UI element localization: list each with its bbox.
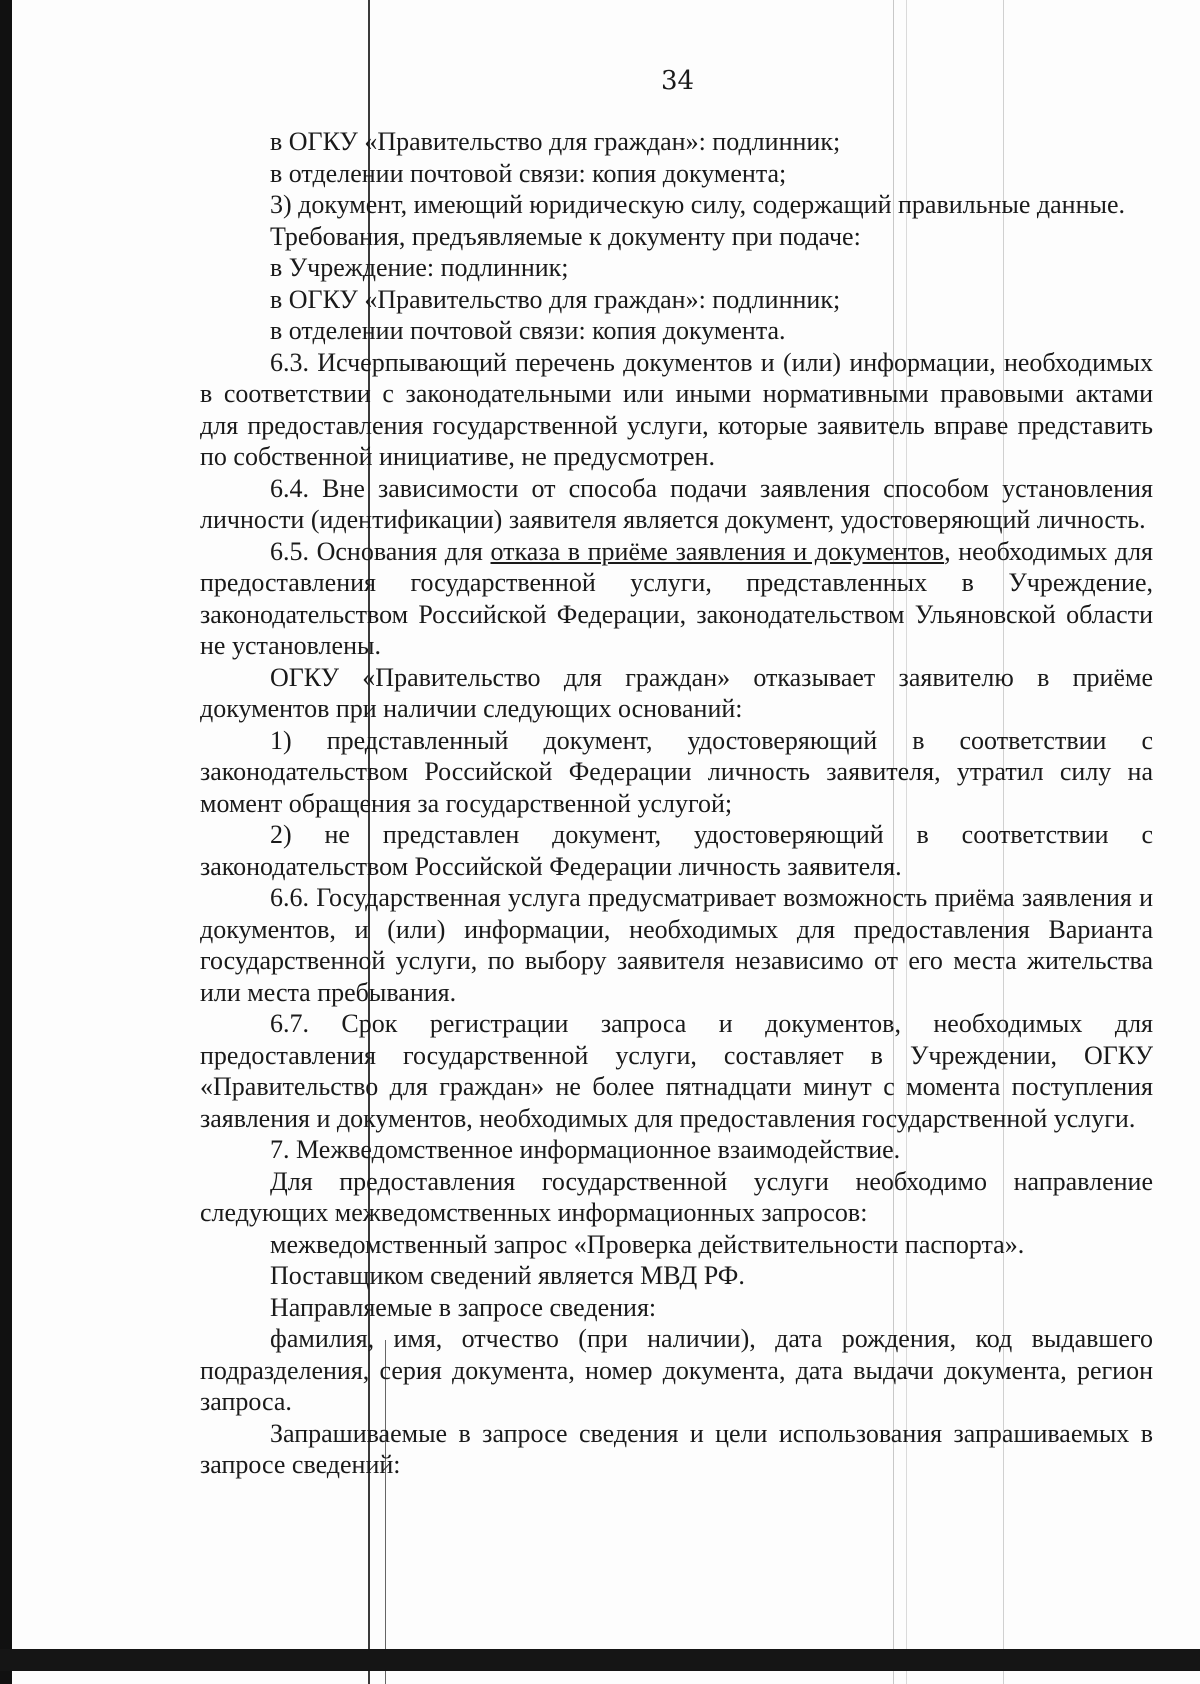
paragraph: в отделении почтовой связи: копия документа. xyxy=(270,316,786,345)
section-heading-7: 7. Межведомственное информационное взаимодействие. xyxy=(270,1135,901,1164)
paragraph: Запрашиваемые в запросе сведения и цели использования запрашиваемых в запросе сведений: xyxy=(200,1418,1153,1479)
paragraph: 3) документ, имеющий юридическую силу, содержащий правильные данные. xyxy=(270,190,1126,219)
scan-bottom-edge xyxy=(0,1649,1200,1671)
paragraph-6-6: 6.6. Государственная услуга предусматривает возможность приёма заявления и документов, и (или) информации, необходимых для предоставления Варианта государственной услуги, по выбору заявителя независимо от его места жительства или места пребывания. xyxy=(200,883,1153,1007)
list-item: 1) представленный документ, удостоверяющий в соответствии с законодательством Российской Федерации личность заявителя, утратил силу на момент обращения за государственной услугой; xyxy=(200,725,1153,818)
paragraph-6-5-rest: , необходимых для предоставления государственной услуги, представленных в Учреждение, законодательством Российской Федерации, законодательством Ульяновской области не установлены. xyxy=(200,536,1153,660)
paragraph: в ОГКУ «Правительство для граждан»: подлинник; xyxy=(270,127,841,156)
paragraph-6-5-lead: 6.5. Основания для xyxy=(270,536,491,566)
scan-left-edge xyxy=(0,0,12,1684)
paragraph: в ОГКУ «Правительство для граждан»: подлинник; xyxy=(270,284,841,314)
paragraph-6-3: 6.3. Исчерпывающий перечень документов и (или) информации, необходимых в соответствии с законодательными или иными нормативными правовыми актами для предоставления государственной услуги, которые заявитель вправе представить по собственной инициативе, не предусмотрен. xyxy=(200,347,1153,471)
paragraph: в Учреждение: подлинник; xyxy=(270,253,569,282)
paragraph: Поставщиком сведений является МВД РФ. xyxy=(270,1261,745,1290)
paragraph: Направляемые в запросе сведения: xyxy=(270,1292,657,1322)
paragraph: ОГКУ «Правительство для граждан» отказывает заявителю в приёме документов при наличии следующих оснований: xyxy=(200,662,1153,723)
paragraph: Для предоставления государственной услуги необходимо направление следующих межведомственных информационных запросов: xyxy=(200,1166,1153,1227)
document-body xyxy=(200,126,1153,1481)
page-number: 34 xyxy=(660,66,695,96)
paragraph-6-7: 6.7. Срок регистрации запроса и документов, необходимых для предоставления государственной услуги, составляет в Учреждении, ОГКУ «Правительство для граждан» не более пятнадцати минут с момента поступления заявления и документов, необходимых для предоставления государственной услуги. xyxy=(200,1009,1153,1133)
underlined-phrase: отказа в приёме заявления и документов xyxy=(490,536,945,566)
paragraph: Требования, предъявляемые к документу при подаче: xyxy=(270,221,861,251)
paragraph: фамилия, имя, отчество (при наличии), дата рождения, код выдавшего подразделения, серия документа, номер документа, дата выдачи документа, регион запроса. xyxy=(200,1324,1153,1416)
paragraph: в отделении почтовой связи: копия документа; xyxy=(270,158,787,188)
list-item: 2) не представлен документ, удостоверяющий в соответствии с законодательством Российской Федерации личность заявителя. xyxy=(200,820,1153,881)
paragraph: межведомственный запрос «Проверка действительности паспорта». xyxy=(270,1229,1025,1259)
paragraph-6-5 xyxy=(200,536,1153,662)
paragraph-6-4: 6.4. Вне зависимости от способа подачи заявления способом установления личности (идентификации) заявителя является документ, удостоверяющий личность. xyxy=(200,473,1153,534)
